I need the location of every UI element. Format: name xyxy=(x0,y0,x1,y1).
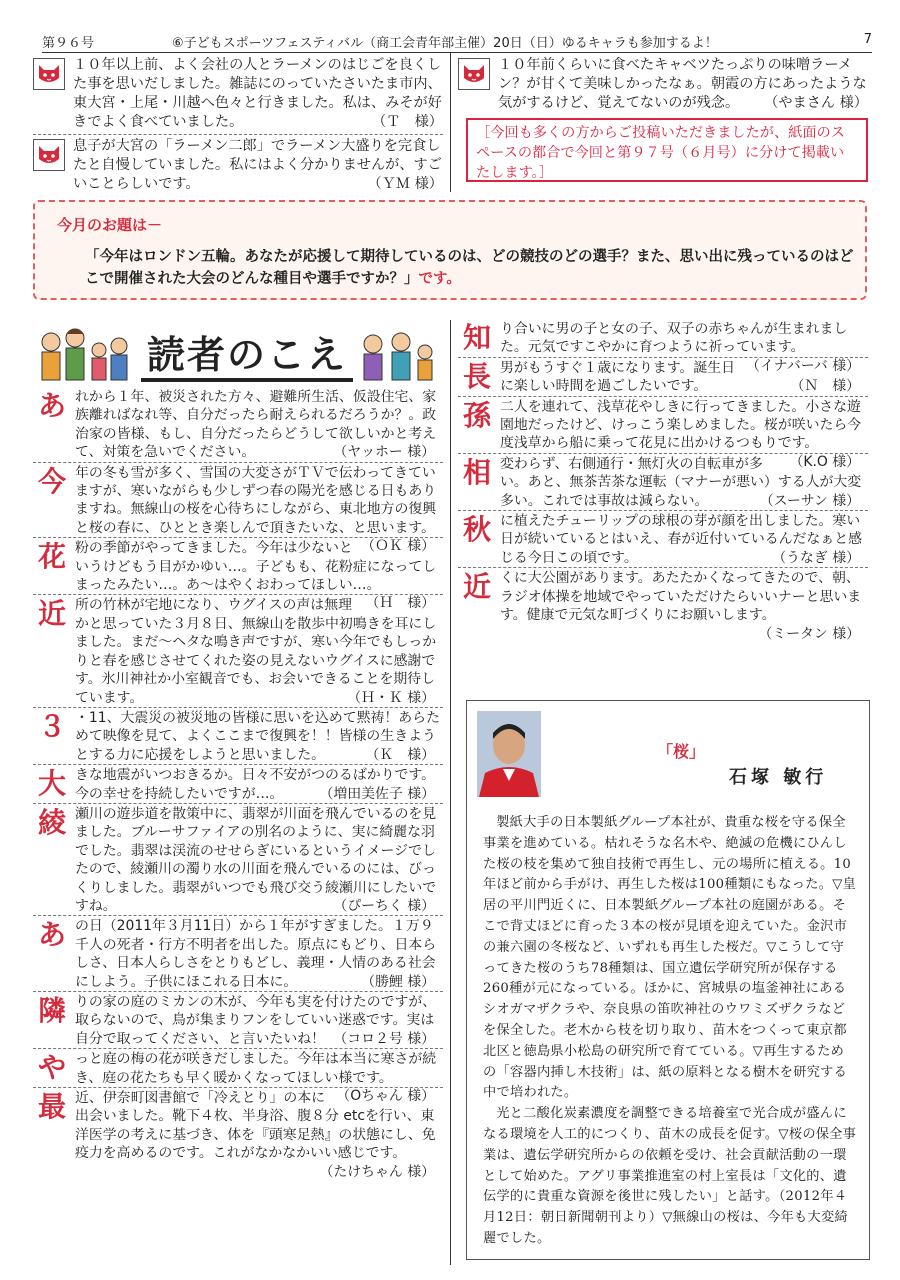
reader-text: ・11、大震災の被災地の皆様に思いを込めて黙祷！あらためて映像を見て、よくここまで復興を！！皆様の生きようとする力に応援をしようと思いました。 xyxy=(75,709,440,763)
reader-signature: （たけちゃん 様） xyxy=(319,1163,435,1180)
cat-face-icon xyxy=(33,139,65,171)
initial-char: 長 xyxy=(462,359,491,393)
reader-text: りの家の庭のミカンの木が、今年も実を付けたのですが、取らないので、鳥が集まりフンをしていい迷惑です。実は自分で取ってください、と言いたいね！ xyxy=(75,994,437,1047)
family-illustration-icon xyxy=(33,322,133,388)
theme-question-wrap xyxy=(85,246,855,290)
reader-signature: （勝鯉 様） xyxy=(361,973,435,990)
initial-char: や xyxy=(37,1051,66,1085)
initial-char: 綾 xyxy=(37,805,66,839)
cat-face-icon xyxy=(458,58,490,90)
reader-signature: （ヤッホー 様） xyxy=(333,444,435,461)
reader-text: っと庭の梅の花が咲きだしました。今年は本当に寒さが続き、庭の花たちも早く暖かくなってほしい様です。 xyxy=(75,1051,437,1086)
theme-question: 「今年はロンドン五輪。あなたが応援して期待しているのは、どの競技のどの選手？また、思い出に残っているのはどこで開催された大会のどんな種目や選手ですか？」 xyxy=(85,249,854,287)
message-signature: （ＹＭ 様） xyxy=(367,176,443,192)
reader-item xyxy=(33,917,443,992)
reader-item xyxy=(33,1089,443,1180)
reader-item xyxy=(458,320,868,374)
reader-item xyxy=(458,455,868,511)
reader-text: 近、伊奈町図書館で「冷えとり」の本に出会いました。靴下４枚、半身浴、腹８分 etcを行い、東洋医学の考えに基づき、体を『頭寒足熱』の状態にし、免疫力を高めるのです。これがなかなかいい感じです。 xyxy=(75,1090,436,1162)
theme-suffix: です。 xyxy=(418,271,461,287)
reader-signature: （Ｈ・Ｋ 様） xyxy=(347,689,435,706)
message-text: １０年以上前、よく会社の人とラーメンのはじごを良くした事を思いだしました。雑誌にのっていたさいたま市内、東大宮・上尾・川越へ色々と行きました。私は、みそが好きでよく食べていました。 xyxy=(73,57,442,130)
reader-text: り合いに男の子と女の子、双子の赤ちゃんが生まれました。元気ですこやかに育つように祈っています。 xyxy=(500,321,848,356)
initial-char: 大 xyxy=(37,767,66,801)
reader-signature: （Ｎ 様） xyxy=(790,378,860,395)
reader-item xyxy=(33,766,443,804)
column-paragraph: 光と二酸化炭素濃度を調整できる培養室で光合成が盛んになる環境を人工的につくり、苗木の成長を促す。▽桜の保全事業は、遺伝学研究所からの依頼を受け、社会貢献活動の一環として始めた。アグリ事業推進室の村上室長は「文化的、遺伝学的に貴重な資源を後世に残したい」と話す。（2012年４月12日：朝日新聞朝刊より）▽無線山の桜は、今年も大変綺麗でした。 xyxy=(483,1106,857,1246)
reader-signature: （コロ２号 様） xyxy=(333,1030,435,1047)
reader-signature: （ぴーちく 様） xyxy=(333,897,435,914)
reader-text: 所の竹林が宅地になり、ウグイスの声は無理かと思っていた３月８日、無線山を散歩中初鳴きを耳にしました。まだ～ヘタな鳴き声ですが、寒い今年でもしっかりと春を感じさせてくれた姿の見えないウグイスに感謝です。氷川神社か小室観音でも、お会いできることを期待しています。 xyxy=(75,597,437,706)
reader-signature: （Oちゃん 様） xyxy=(336,1088,435,1105)
initial-char: 秋 xyxy=(462,513,491,547)
column-divider xyxy=(450,52,451,192)
issue-number: 第９６号 xyxy=(42,36,95,51)
reader-text: 粉の季節がやってきました。今年は少ないというけどもう目がかゆい…。子どもも、花粉症になってしまったみたい…。あ～はやくおわってほしい…。 xyxy=(75,540,437,594)
readers-column-left xyxy=(33,388,443,1181)
reader-item xyxy=(33,805,443,916)
reader-signature: （増田美佐子 様） xyxy=(319,785,435,802)
initial-char: 今 xyxy=(37,464,66,498)
message-signature: （やまさん 様） xyxy=(764,95,868,111)
column-title: 「桜」 xyxy=(657,742,706,761)
reader-signature: （イナバーバ 様） xyxy=(745,357,860,374)
message-item xyxy=(33,56,443,135)
reader-item xyxy=(33,539,443,612)
initial-char: 近 xyxy=(37,597,66,631)
reader-text: に植えたチューリップの球根の芽が顔を出しました。寒い日が続いているとはいえ、春が近付いているんだなぁと感じる今日この頃です。 xyxy=(500,513,862,566)
initial-char: 知 xyxy=(462,321,491,354)
readers-illustration-icon xyxy=(351,322,441,388)
column-author: 石塚 敏行 xyxy=(729,767,828,788)
message-signature: （Ｔ 様） xyxy=(372,114,443,130)
reader-item xyxy=(33,1050,443,1105)
initial-char: あ xyxy=(37,918,66,952)
reader-signature: （ミータン 様） xyxy=(758,625,860,642)
initial-char: 花 xyxy=(37,540,66,574)
reader-text: 瀬川の遊歩道を散策中に、翡翠が川面を飛んでいるのを見ました。ブルーサファイアの別名のように、実に綺麗な羽でした。翡翠は渓流のせせらぎにいるというイメージでしたので、綾瀬川の濁り水の川面を飛んでいるのには、びっくりしました。翡翠がいつでも飛び交う綾瀬川にしたいですね。 xyxy=(75,805,437,914)
reader-item xyxy=(33,709,443,765)
banner-title: 読者のこえ xyxy=(141,332,353,382)
reader-item xyxy=(33,993,443,1049)
reader-signature: （スーサン 様） xyxy=(759,492,860,509)
editor-notice: ［今回も多くの方からご投稿いただきましたが、紙面のスペースの都合で今回と第９７号（６月号）に分けて掲載いたします。］ xyxy=(466,118,868,182)
reader-signature: （Ｈ 様） xyxy=(365,595,435,612)
monthly-theme-box xyxy=(33,200,867,300)
column-divider xyxy=(450,320,451,1265)
initial-char: 孫 xyxy=(462,398,491,432)
column-box xyxy=(466,700,870,1260)
initial-char: あ xyxy=(37,389,66,422)
header-headline: ⑥子どもスポーツフェスティバル（商工会青年部主催）20日（日）ゆるキャラも参加するよ！ xyxy=(172,36,718,51)
top-messages-left xyxy=(33,56,443,194)
author-photo xyxy=(477,711,541,797)
initial-char: 隣 xyxy=(37,994,66,1027)
reader-item xyxy=(33,464,443,555)
reader-text: きな地震がいつおきるか。日々不安がつのるばかりです。今の幸せを持続したいですが…。 xyxy=(75,767,436,802)
reader-signature: （Ｋ 様） xyxy=(365,746,435,763)
top-messages-right xyxy=(458,56,868,113)
reader-text: 男がもうすぐ１歳になります。誕生日に楽しい時間を過ごしたいです。 xyxy=(500,359,736,395)
reader-item xyxy=(458,512,868,568)
theme-label: 今月のお題は－ xyxy=(57,216,163,234)
reader-item xyxy=(458,569,868,642)
reader-item xyxy=(458,398,868,470)
page-header xyxy=(42,32,872,53)
message-item xyxy=(33,135,443,194)
reader-signature: （ＯＫ 様） xyxy=(361,538,435,555)
column-paragraph: 製紙大手の日本製紙グループ本社が、貴重な桜を守る保全事業を進めている。枯れそうな名木や、絶滅の危機にひんした桜の枝を集めて独自技術で再生し、元の場所に植える。10年ほど前から手がけ、再生した桜は100種類にもなった。▽皇居の平川門近くに、日本製紙グループ本社の庭園がある。そこで背丈ほどに育った３本の桜が見頃を迎えていた。金沢市の兼六園の冬桜など、いずれも再生した桜だ。▽こうして守ってきた桜のうち78種類は、国立遺伝学研究所が保存する260種が元になっている。ほかに、宮城県の塩釜神社にあるシオガマザクラや、奈良県の笛吹神社のウワミズザクラなどを保全した。老木から枝を切り取り、苗木をつくって東京都北区と徳島県小松島の研究所で育てている。▽再生するための「容器内挿し木技術」は、紙の原料となる樹木を研究する中で培われた。 xyxy=(483,815,857,1101)
message-item xyxy=(458,56,868,113)
readers-column-right xyxy=(458,320,868,643)
reader-text: の日（2011年３月11日）から１年がすぎました。１万９千人の死者・行方不明者を出した。原点にもどり、日本らしさ、日本人らしさをとりもどし、義理・人情のある社会にしよう。子供にほこれる日本に。 xyxy=(75,918,437,990)
reader-item xyxy=(33,388,443,463)
column-body xyxy=(483,813,857,1250)
reader-text: れから１年、被災された方々、避難所生活、仮設住宅、家族離ればなれ等、自分だったら耐えられるだろうか？。政治家の皆様、もし、自分だったらどうして欲しいかと考えて、対策を急いでください。 xyxy=(75,389,437,461)
reader-signature: （K.O 様） xyxy=(789,453,860,470)
reader-item xyxy=(458,359,868,397)
initial-char: 相 xyxy=(462,455,491,489)
reader-item xyxy=(33,596,443,707)
page-number: 7 xyxy=(863,32,872,47)
reader-signature: （うなぎ 様） xyxy=(772,549,860,566)
initial-char: 最 xyxy=(37,1090,66,1124)
reader-text: 二人を連れて、浅草花やしきに行ってきました。小さな遊園地だったけど、けっこう楽しめました。桜が咲いたら今度浅草から船に乗って花見に出かけるつもりです。 xyxy=(500,398,862,452)
initial-char: 近 xyxy=(462,570,491,604)
readers-voice-banner xyxy=(33,322,443,388)
reader-text: 変わらず、右側通行・無灯火の自転車が多い。あと、無茶苦茶な運転（マナーが悪い）する人が大変多い。これでは事故は減らない。 xyxy=(500,455,862,509)
message-text: 息子が大宮の「ラーメン二郎」でラーメン大盛りを完食したと自慢していました。私にはよく分かりませんが、すごいことらしいです。 xyxy=(73,138,442,192)
reader-text: くに大公園があります。あたたかくなってきたので、朝、ラジオ体操を地域でやっていただけたらいいナーと思います。健康で元気な町づくりにお願いします。 xyxy=(500,570,862,624)
reader-text: 年の冬も雪が多く、雪国の大変さがＴＶで伝わってきていますが、寒いながらも少しずつ春の陽光を感じる日もありますね。無線山の桜を心待ちにしながら、東北地方の復興と桜の春に、ひととき楽しんで頂きたいな、と思います。 xyxy=(75,464,437,536)
cat-face-icon xyxy=(33,58,65,90)
initial-char: ３ xyxy=(37,709,66,743)
message-text: １０年前くらいに食べたキャベツたっぷりの味噌ラーメン？が甘くて美味しかったなぁ。朝霞の方にあったような気がするけど、覚えてないのが残念。 xyxy=(498,57,867,111)
